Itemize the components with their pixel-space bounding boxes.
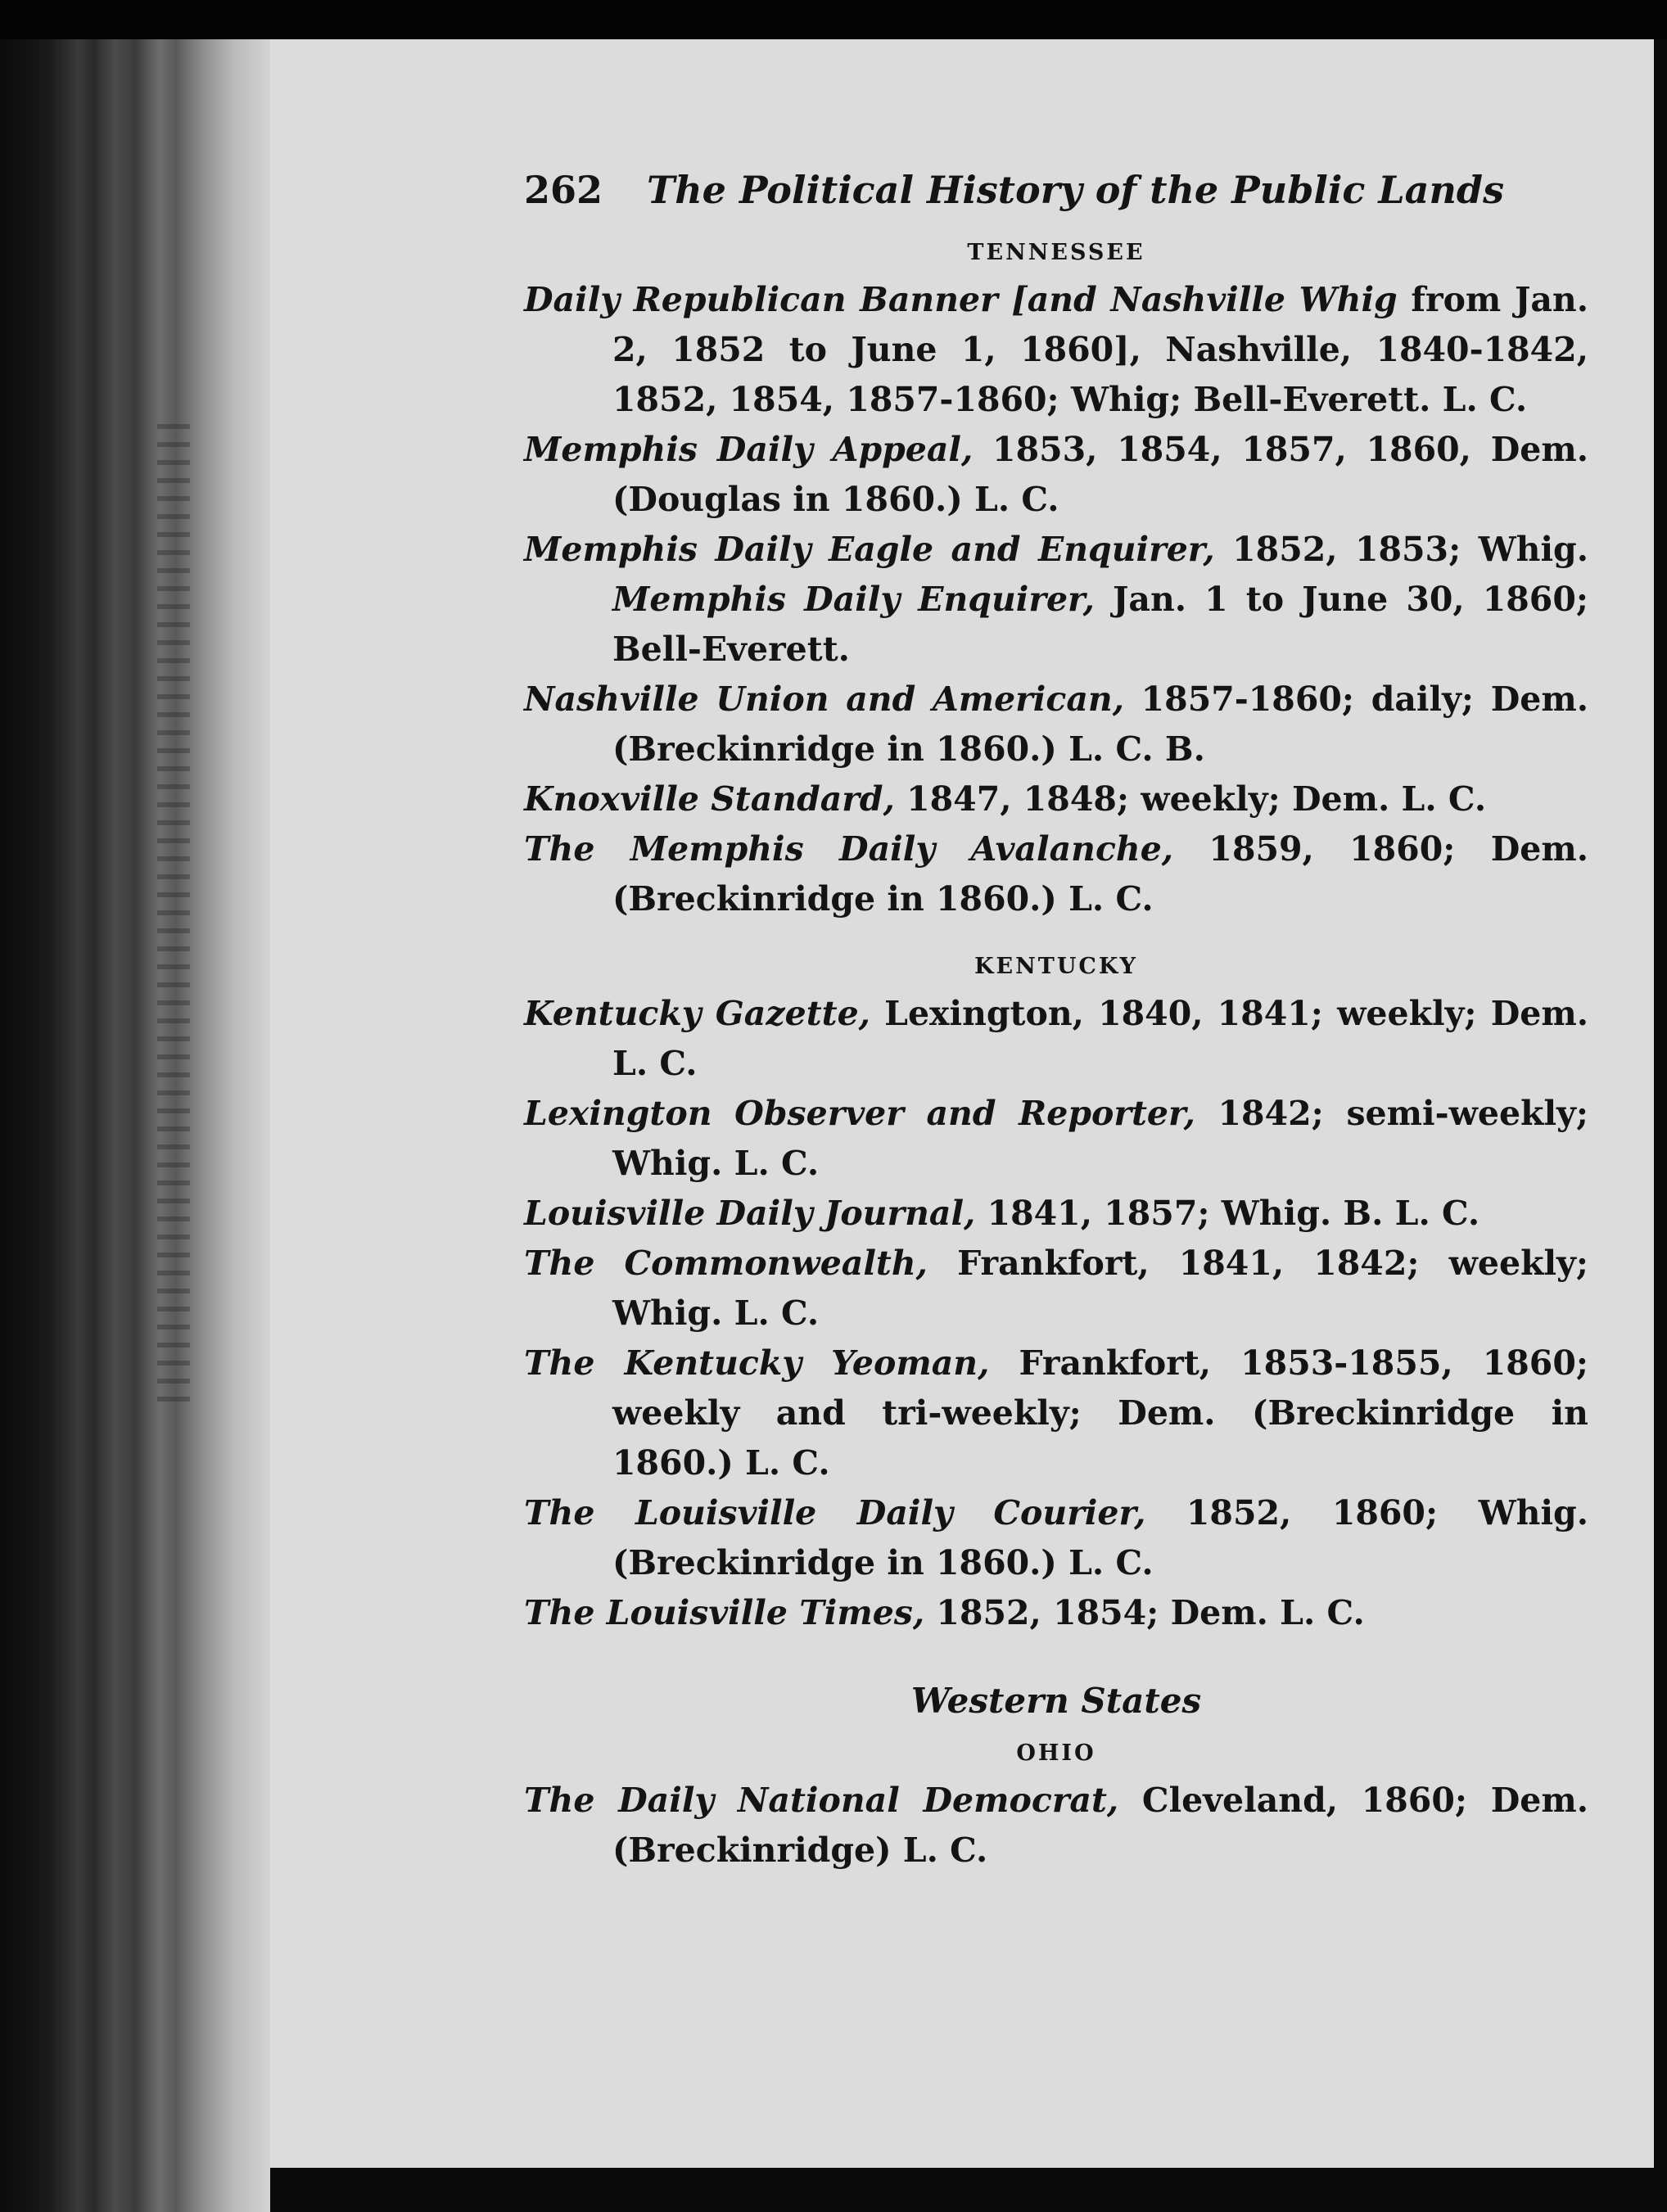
page-number: 262	[524, 168, 603, 212]
page-text-block	[524, 168, 1588, 1876]
newspaper-title: Louisville Daily Journal,	[524, 1194, 976, 1233]
newspaper-details: 1852, 1854; Dem. L. C.	[924, 1593, 1365, 1632]
newspaper-title: Kentucky Gazette,	[524, 994, 870, 1033]
newspaper-title: Memphis Daily Appeal,	[524, 430, 974, 469]
page-header	[524, 168, 1588, 212]
scan-top-border	[0, 0, 1667, 39]
newspaper-title: The Daily National Democrat,	[524, 1781, 1119, 1820]
section-heading-kentucky: KENTUCKY	[974, 954, 1138, 979]
list-item	[524, 525, 1588, 675]
newspaper-details: 1859, 1860; Dem. (Breckinridge in 1860.) L. C.	[612, 829, 1588, 919]
scan-bottom-border	[270, 2168, 1667, 2212]
list-item	[524, 1189, 1588, 1239]
newspaper-title: The Kentucky Yeoman,	[524, 1343, 990, 1383]
book-binding-edge	[0, 39, 270, 2212]
running-title: The Political History of the Public Lands	[647, 168, 1504, 212]
list-item	[524, 1588, 1588, 1638]
newspaper-details: Frankfort, 1841, 1842; weekly; Whig. L. C.	[612, 1244, 1589, 1333]
newspaper-title: Nashville Union and American,	[524, 679, 1124, 719]
newspaper-details: 1841, 1857; Whig. B. L. C.	[975, 1194, 1480, 1233]
list-item	[524, 1488, 1588, 1588]
newspaper-details: from Jan. 2, 1852 to June 1, 1860], Nashville, 1840-1842, 1852, 1854, 1857-1860; Whig; Bell-Everett. L. C.	[612, 280, 1588, 419]
newspaper-title: Knoxville Standard,	[524, 779, 895, 819]
newspaper-title: The Commonwealth,	[524, 1244, 928, 1283]
newspaper-details: Cleveland, 1860; Dem. (Breckinridge) L. C.	[612, 1781, 1588, 1870]
list-item	[524, 275, 1588, 425]
section-heading-ohio: OHIO	[1016, 1740, 1096, 1766]
newspaper-title: Daily Republican Banner [and Nashville Whig	[524, 280, 1398, 319]
binding-stitch-marks	[157, 424, 190, 1406]
newspaper-details: 1852, 1853; Whig.	[1214, 530, 1589, 569]
newspaper-details: 1857-1860; daily; Dem. (Breckinridge in 1860.) L. C. B.	[612, 679, 1588, 769]
list-item	[524, 824, 1588, 924]
newspaper-title: The Memphis Daily Avalanche,	[524, 829, 1174, 869]
list-item	[524, 1089, 1588, 1189]
region-heading-western-states: Western States	[910, 1681, 1202, 1721]
section-gap	[524, 924, 1588, 946]
newspaper-details: 1847, 1848; weekly; Dem. L. C.	[894, 779, 1487, 819]
list-item	[524, 675, 1588, 774]
newspaper-details: 1842; semi-weekly; Whig. L. C.	[612, 1094, 1588, 1183]
scan-right-border	[1654, 39, 1667, 2212]
newspaper-details: 1853, 1854, 1857, 1860, Dem. (Douglas in 1860.) L. C.	[612, 430, 1588, 519]
list-item	[524, 774, 1588, 824]
newspaper-details: Lexington, 1840, 1841; weekly; Dem. L. C.	[612, 994, 1589, 1083]
list-item	[524, 1239, 1588, 1338]
list-item	[524, 989, 1588, 1089]
newspaper-details: Frankfort, 1853-1855, 1860; weekly and tri-weekly; Dem. (Breckinridge in 1860.) L. C.	[612, 1343, 1588, 1483]
section-heading-tennessee: TENNESSEE	[967, 240, 1145, 265]
newspaper-title: The Louisville Daily Courier,	[524, 1493, 1146, 1533]
newspaper-title: Lexington Observer and Reporter,	[524, 1094, 1195, 1133]
newspaper-subtitle: Memphis Daily Enquirer,	[612, 580, 1095, 619]
newspaper-sub-details: Jan. 1 to June 30, 1860; Bell-Everett.	[612, 580, 1588, 669]
newspaper-title: Memphis Daily Eagle and Enquirer,	[524, 530, 1215, 569]
newspaper-details: 1852, 1860; Whig. (Breckinridge in 1860.) L. C.	[612, 1493, 1588, 1582]
list-item	[524, 1338, 1588, 1488]
list-item	[524, 1776, 1588, 1876]
list-item	[524, 425, 1588, 525]
newspaper-title: The Louisville Times,	[524, 1593, 925, 1632]
